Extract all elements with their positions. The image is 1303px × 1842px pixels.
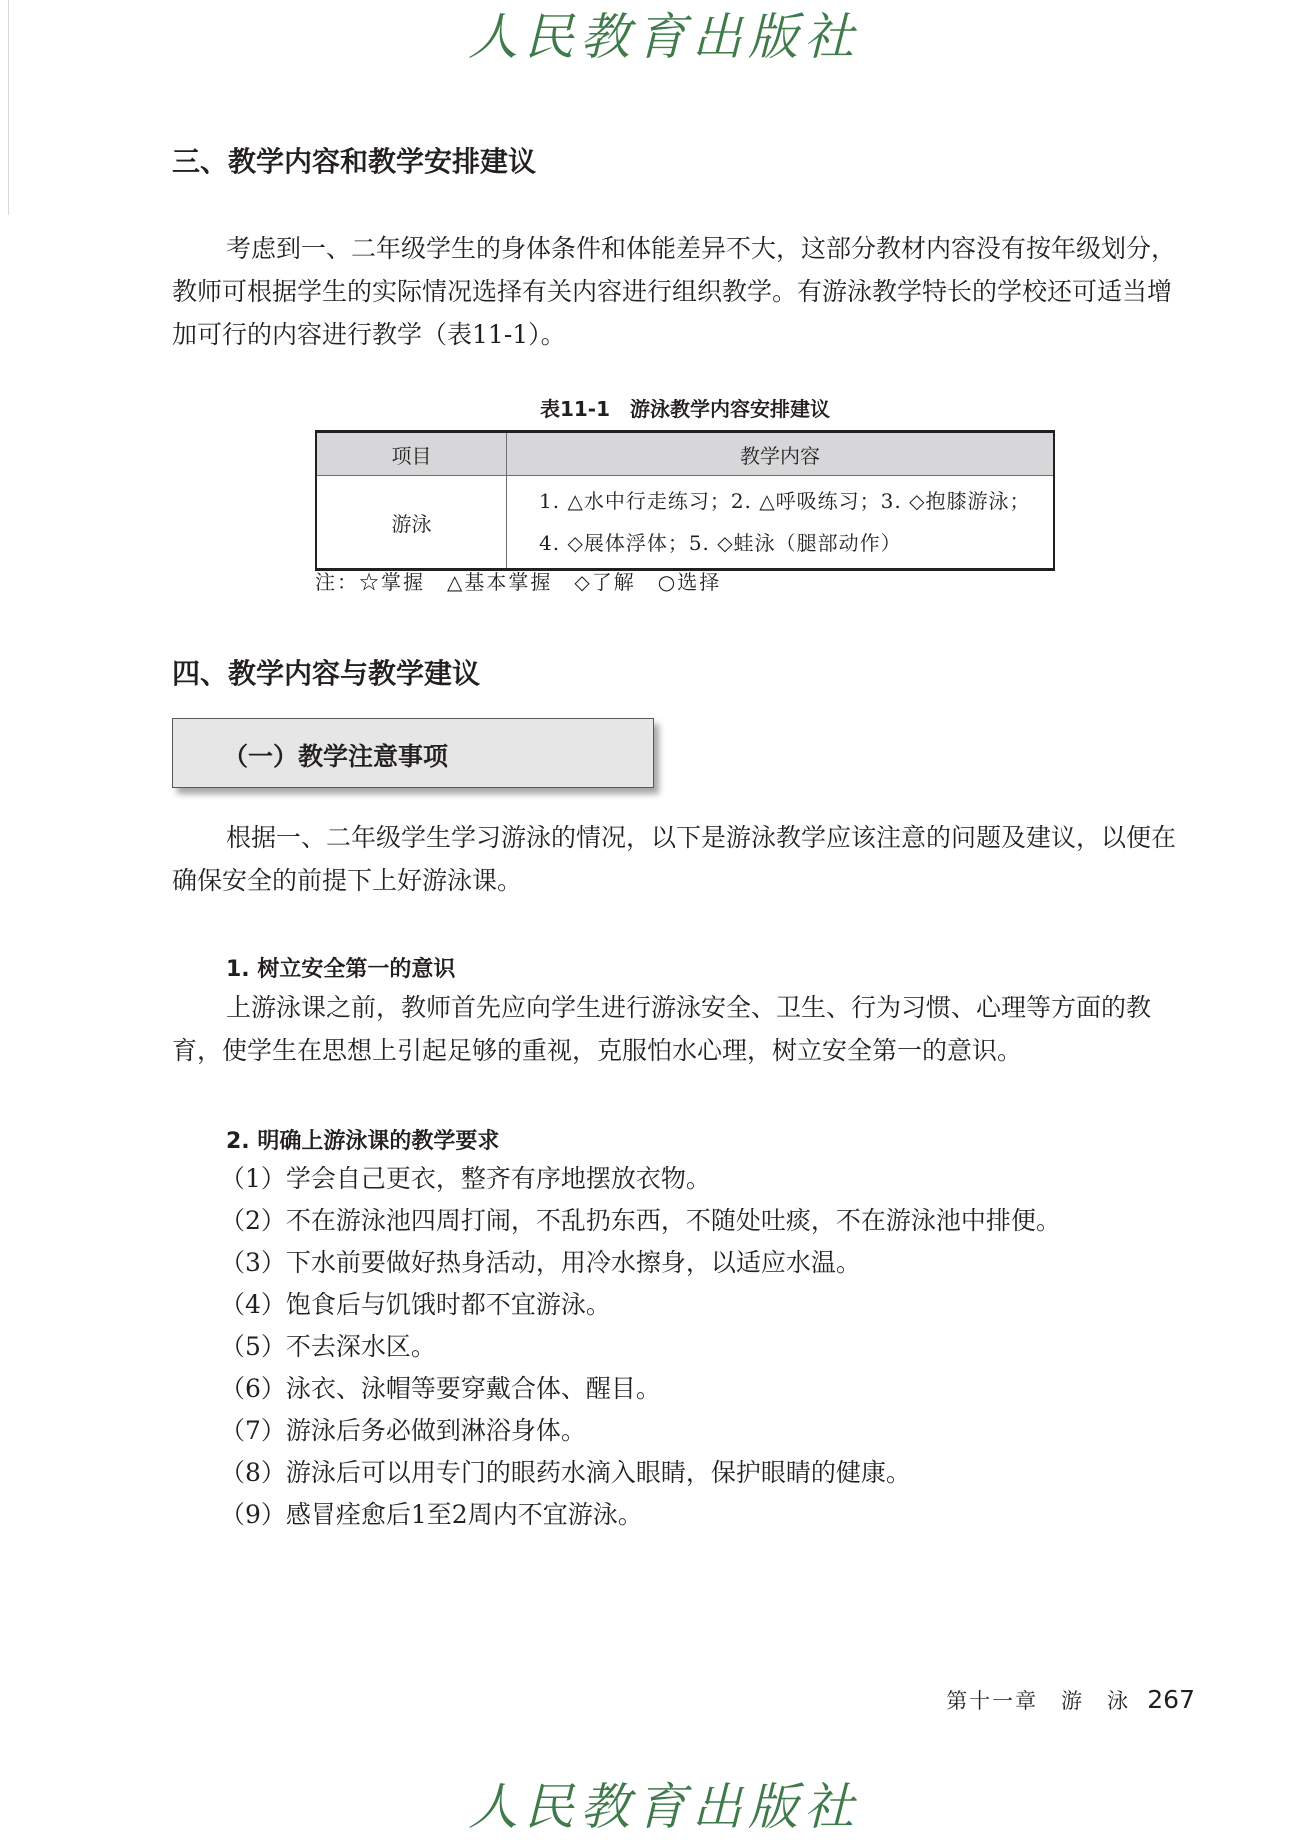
table-header-content: 教学内容 xyxy=(507,432,1055,476)
subheading-box xyxy=(172,718,654,788)
list-item: （4）饱食后与饥饿时都不宜游泳。 xyxy=(220,1290,611,1319)
table-caption: 表11-1 游泳教学内容安排建议 xyxy=(539,397,831,421)
list-item: （1）学会自己更衣，整齐有序地摆放衣物。 xyxy=(220,1164,711,1193)
page-number: 267 xyxy=(1147,1685,1195,1714)
table-header-item: 项目 xyxy=(316,432,507,476)
list-item: （3）下水前要做好热身活动，用冷水擦身，以适应水温。 xyxy=(220,1248,861,1277)
content-table xyxy=(315,430,1055,571)
list-item: （5）不去深水区。 xyxy=(220,1332,436,1361)
margin-rule xyxy=(8,0,9,215)
chapter-title: 第十一章 游 泳 xyxy=(946,1689,1131,1713)
list-item: （6）泳衣、泳帽等要穿戴合体、醒目。 xyxy=(220,1374,661,1403)
table-row xyxy=(316,476,1054,570)
table-header-row xyxy=(316,432,1054,476)
table-cell-content xyxy=(507,476,1055,570)
list-item: （8）游泳后可以用专门的眼药水滴入眼睛，保护眼睛的健康。 xyxy=(220,1458,911,1487)
section3-paragraph: 考虑到一、二年级学生的身体条件和体能差异不大，这部分教材内容没有按年级划分，教师可根据学生的实际情况选择有关内容进行组织教学。有游泳教学特长的学校还可适当增加可行的内容进行教学（表11-1）。 xyxy=(172,234,1177,349)
section4-intro: 根据一、二年级学生学习游泳的情况，以下是游泳教学应该注意的问题及建议，以便在确保安全的前提下上好游泳课。 xyxy=(172,823,1177,895)
list-item: （2）不在游泳池四周打闹，不乱扔东西，不随处吐痰，不在游泳池中排便。 xyxy=(220,1206,1061,1235)
point1-title: 1. 树立安全第一的意识 xyxy=(226,957,456,982)
publisher-logo-top: 人民教育出版社 xyxy=(468,8,860,66)
requirements-list xyxy=(220,1158,1061,1536)
publisher-logo-bottom: 人民教育出版社 xyxy=(468,1778,860,1836)
point1-body: 上游泳课之前，教师首先应向学生进行游泳安全、卫生、行为习惯、心理等方面的教育，使学生在思想上引起足够的重视，克服怕水心理，树立安全第一的意识。 xyxy=(172,993,1152,1065)
section4-heading: 四、教学内容与教学建议 xyxy=(172,657,481,690)
table-content-line: 4. ◇展体浮体；5. ◇蛙泳（腿部动作） xyxy=(539,531,902,555)
page-footer xyxy=(946,1685,1195,1715)
section3-heading: 三、教学内容和教学安排建议 xyxy=(172,145,537,178)
subheading-text: （一）教学注意事项 xyxy=(223,742,449,771)
table-note: 注：☆掌握 △基本掌握 ◇了解 ○选择 xyxy=(315,570,722,594)
list-item: （7）游泳后务必做到淋浴身体。 xyxy=(220,1416,586,1445)
list-item: （9）感冒痊愈后1至2周内不宜游泳。 xyxy=(220,1500,643,1529)
table-content-line: 1. △水中行走练习；2. △呼吸练习；3. ◇抱膝游泳； xyxy=(539,489,1031,513)
point2-title: 2. 明确上游泳课的教学要求 xyxy=(226,1129,500,1154)
table-cell-item: 游泳 xyxy=(316,476,507,570)
